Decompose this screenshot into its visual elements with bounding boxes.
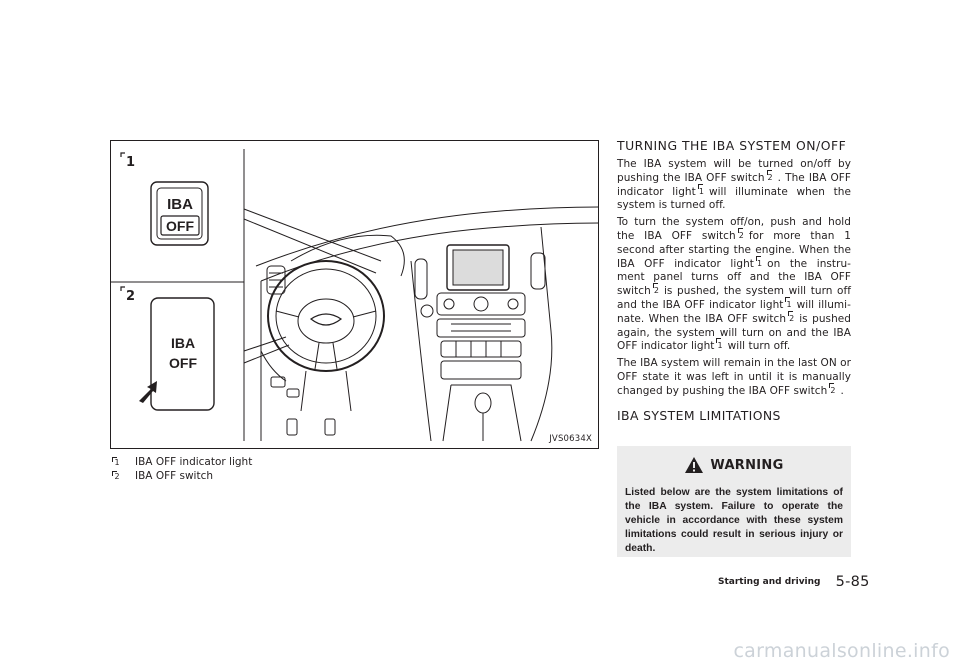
indicator-light-label-1: IBA <box>167 196 193 213</box>
watermark: carmanualsonline.info <box>733 640 950 662</box>
dashboard-figure <box>110 140 599 449</box>
caption-row <box>113 469 252 483</box>
section-heading-on-off: TURNING THE IBA SYSTEM ON/OFF <box>617 138 847 153</box>
indicator-light-label-2: OFF <box>166 218 194 234</box>
figure-captions <box>113 455 252 483</box>
paragraph-1: The IBA system will be turned on/off by pushing the IBA OFF switch 2 . The IBA OFF indicator light 1 will illuminate when the system is turned off. <box>617 158 851 212</box>
switch-label-1: IBA <box>170 335 196 351</box>
switch-label-2: OFF <box>169 355 197 371</box>
caption-text: IBA OFF indicator light <box>135 456 253 468</box>
footer-section: Starting and driving <box>718 577 821 587</box>
callout-1: 1 <box>126 155 136 170</box>
page-number: 5-85 <box>835 574 870 590</box>
callout-2: 2 <box>126 289 136 304</box>
page-footer <box>718 571 870 590</box>
caption-text: IBA OFF switch <box>135 470 214 482</box>
section-heading-limitations: IBA SYSTEM LIMITATIONS <box>617 407 781 423</box>
caption-number: 2 <box>114 472 120 481</box>
right-column <box>617 138 851 431</box>
warning-title: WARNING <box>710 457 784 473</box>
warning-body: Listed below are the system limitations of the IBA system. Failure to operate the vehicle in accordance with these system limitations could result in serious injury or death. <box>625 487 843 554</box>
paragraph-3: The IBA system will remain in the last ON or OFF state it was left in until it is manually changed by pushing the IBA OFF switch 2 . <box>617 357 851 397</box>
caption-row <box>113 455 252 469</box>
caption-number: 1 <box>114 458 120 467</box>
warning-triangle-icon <box>684 456 704 474</box>
figure-code: JVS0634X <box>549 434 592 444</box>
dashboard-illustration <box>111 141 600 450</box>
warning-header <box>625 456 843 474</box>
warning-box <box>617 446 851 557</box>
switch-box <box>151 298 214 410</box>
paragraph-2: To turn the system off/on, push and hold the IBA OFF switch 2 for more than 1 second after starting the engine. When the IBA OFF indicator light 1 on the instru- ment panel turns off and the IBA OFF switch 2 is pushed, the system will turn off and the IBA OFF indicator light 1 will illumi- nate. When the IBA OFF switch 2 is pushed again, the system will turn on and the IBA OFF indicator light 1 will turn off. <box>617 216 852 353</box>
